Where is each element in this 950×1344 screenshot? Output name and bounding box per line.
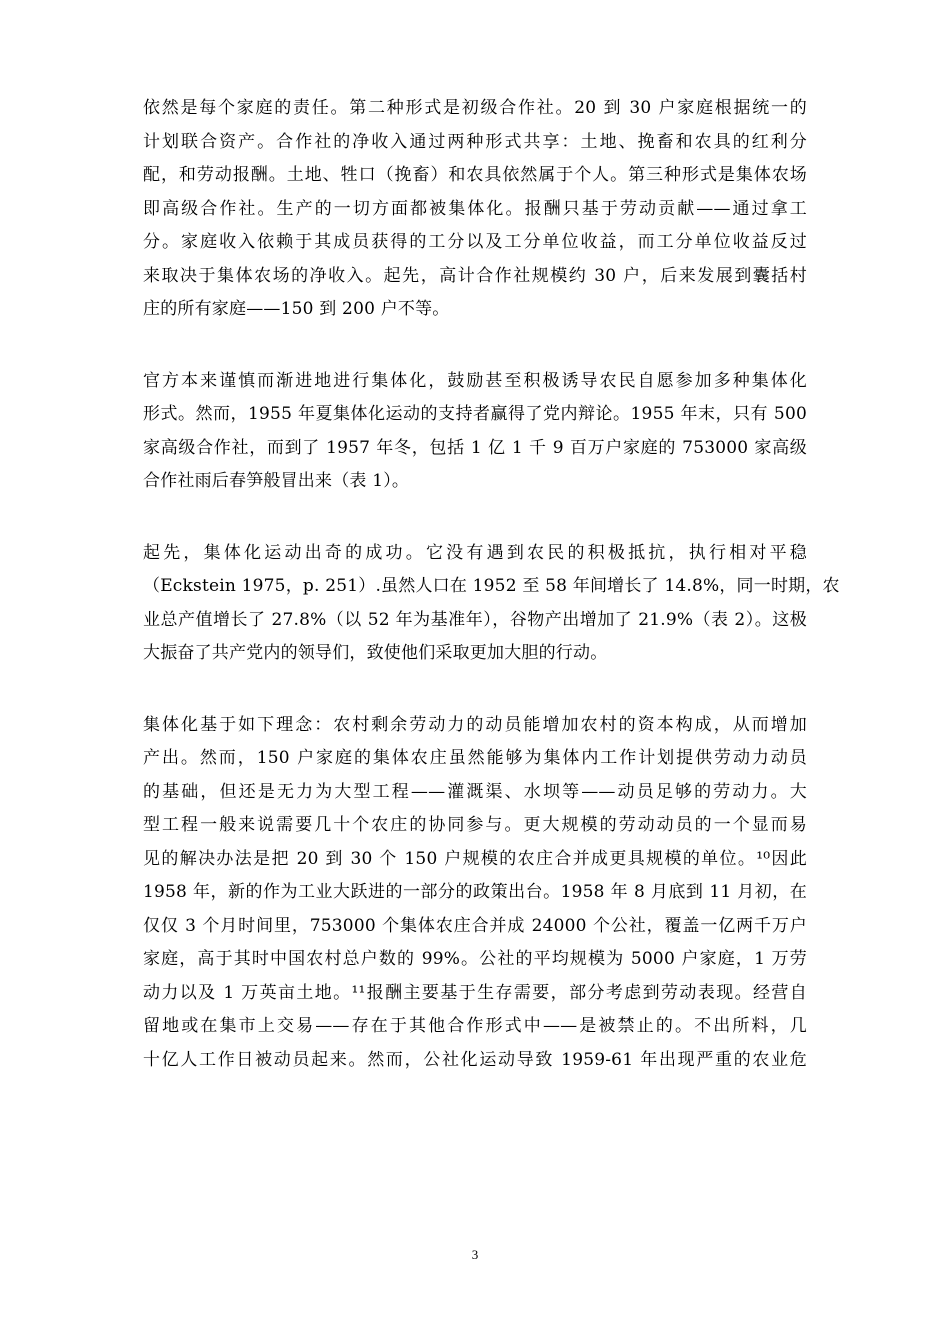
text-line: 大振奋了共产党内的领导们，致使他们采取更加大胆的行动。 — [143, 643, 608, 663]
text-line: 产出。然而，150 户家庭的集体农庄虽然能够为集体内工作计划提供劳动力动员 — [143, 748, 807, 768]
paragraph-1 — [143, 92, 807, 327]
text-line: 留地或在集市上交易——存在于其他合作形式中——是被禁止的。不出所料，几 — [143, 1016, 807, 1036]
text-line: 1958 年，新的作为工业大跃进的一部分的政策出台。1958 年 8 月底到 11 月初，在 — [143, 882, 807, 902]
text-line: 分。家庭收入依赖于其成员获得的工分以及工分单位收益，而工分单位收益反过 — [143, 232, 807, 252]
text-line: 形式。然而，1955 年夏集体化运动的支持者赢得了党内辩论。1955 年末，只有 500 — [143, 404, 807, 424]
text-line: 仅仅 3 个月时间里，753000 个集体农庄合并成 24000 个公社，覆盖一亿两千万户 — [143, 915, 807, 936]
paragraph-4 — [143, 709, 807, 1078]
text-line: 计划联合资产。合作社的净收入通过两种形式共享：土地、挽畜和农具的红利分 — [143, 131, 807, 152]
document-body — [143, 92, 840, 1115]
text-line: 型工程一般来说需要几十个农庄的协同参与。更大规模的劳动动员的一个显而易 — [143, 815, 807, 835]
paragraph-3 — [143, 537, 840, 671]
text-line: 合作社雨后春笋般冒出来（表 1）。 — [143, 471, 410, 491]
text-line: 集体化基于如下理念：农村剩余劳动力的动员能增加农村的资本构成，从而增加 — [143, 714, 807, 735]
text-line: 来取决于集体农场的净收入。起先，高计合作社规模约 30 户，后来发展到囊括村 — [143, 265, 807, 286]
text-line: 庄的所有家庭——150 到 200 户不等。 — [143, 299, 450, 319]
text-line: 动力以及 1 万英亩土地。¹¹报酬主要基于生存需要，部分考虑到劳动表现。经营自 — [143, 982, 807, 1003]
text-line: 见的解决办法是把 20 到 30 个 150 户规模的农庄合并成更具规模的单位。¹⁰因此 — [143, 848, 807, 869]
text-line: 依然是每个家庭的责任。第二种形式是初级合作社。20 到 30 户家庭根据统一的 — [143, 98, 807, 118]
text-line: 十亿人工作日被动员起来。然而，公社化运动导致 1959-61 年出现严重的农业危 — [143, 1049, 807, 1070]
text-line: 起先，集体化运动出奇的成功。它没有遇到农民的积极抵抗，执行相对平稳 — [143, 542, 807, 563]
text-line: 的基础，但还是无力为大型工程——灌溉渠、水坝等——动员足够的劳动力。大 — [143, 781, 807, 802]
text-line: 即高级合作社。生产的一切方面都被集体化。报酬只基于劳动贡献——通过拿工 — [143, 198, 807, 219]
text-line: 官方本来谨慎而渐进地进行集体化，鼓励甚至积极诱导农民自愿参加多种集体化 — [143, 370, 807, 391]
text-line: 家高级合作社，而到了 1957 年冬，包括 1 亿 1 千 9 百万户家庭的 753000 家高级 — [143, 437, 807, 458]
text-line: 家庭，高于其时中国农村总户数的 99%。公社的平均规模为 5000 户家庭，1 万劳 — [143, 949, 807, 969]
text-line: （Eckstein 1975，p. 251）.虽然人口在 1952 至 58 年间增长了 14.8%，同一时期，农 — [143, 576, 840, 596]
text-line: 配，和劳动报酬。土地、牲口（挽畜）和农具依然属于个人。第三种形式是集体农场 — [143, 165, 807, 185]
page-number: 3 — [471, 1247, 479, 1262]
text-line: 业总产值增长了 27.8%（以 52 年为基准年），谷物产出增加了 21.9%（表 2）。这极 — [143, 609, 807, 630]
paragraph-2 — [143, 365, 807, 499]
